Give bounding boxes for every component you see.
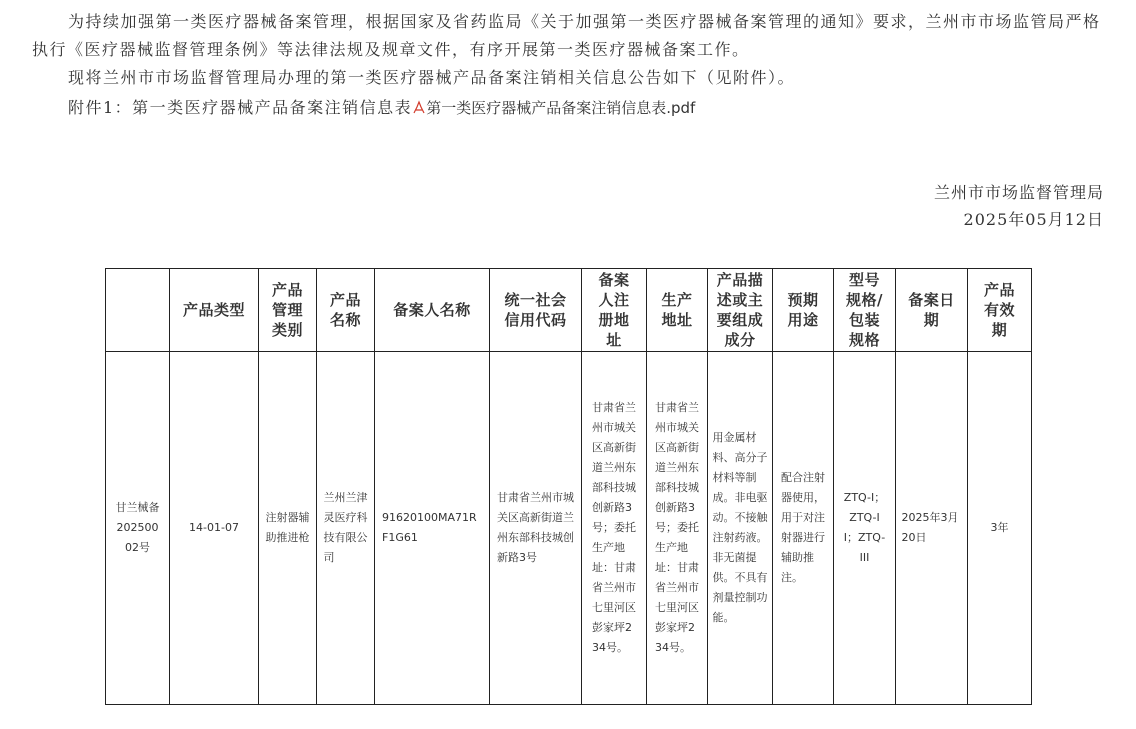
attachment-label: 附件1：第一类医疗器械产品备案注销信息表 [68,98,413,117]
production-address-cell: 甘肃省兰州市城关区高新街道兰州东部科技城创新路3号；委托生产地址：甘肃省兰州市七里河区彭家坪234号。 [647,352,708,705]
header-cell: 生产地址 [647,269,708,352]
header-cell: 备案人注册地址 [582,269,647,352]
filing-date-cell: 2025年3月20日 [896,352,968,705]
header-cell: 预期用途 [773,269,834,352]
header-cell: 产品名称 [317,269,375,352]
notice-paragraph-2: 现将兰州市市场监督管理局办理的第一类医疗器械产品备案注销相关信息公告如下（见附件）。 [68,68,796,87]
header-cell: 产品类型 [170,269,259,352]
header-cell: 备案日期 [896,269,968,352]
filing-number-cell: 甘兰械备20250002号 [106,352,170,705]
issue-date: 2025年05月12日 [963,210,1104,229]
registrant-name-cell: 91620100MA71RF1G61 [375,352,490,705]
header-cell: 产品描述或主要组成成分 [708,269,773,352]
issuer-name: 兰州市市场监督管理局 [933,183,1104,202]
validity-cell: 3年 [968,352,1032,705]
notice-paragraph-1: 为持续加强第一类医疗器械备案管理，根据国家及省药监局《关于加强第一类医疗器械备案管理的通知》要求，兰州市市场监管局严格执行《医疗器械监督管理条例》等法律法规及规章文件，有序开展第一类医疗器械备案工作。 [32,12,1101,59]
product-name-cell: 兰州兰津灵医疗科技有限公司 [317,352,375,705]
table-row [106,352,1032,705]
attachment-pdf-link[interactable]: 第一类医疗器械产品备案注销信息表.pdf [426,99,696,117]
header-cell: 统一社会信用代码 [490,269,582,352]
header-cell: 型号规格/包装规格 [834,269,896,352]
header-cell: 产品有效期 [968,269,1032,352]
attachment-line [32,94,1112,122]
product-type-cell: 14-01-07 [170,352,259,705]
product-category-cell: 注射器辅助推进枪 [259,352,317,705]
intended-use-cell: 配合注射器使用，用于对注射器进行辅助推注。 [773,352,834,705]
header-cell: 备案人名称 [375,269,490,352]
header-cell [106,269,170,352]
deregistration-table [105,268,1032,705]
credit-code-cell: 甘肃省兰州市城关区高新街道兰州东部科技城创新路3号 [490,352,582,705]
header-cell: 产品管理类别 [259,269,317,352]
product-description-cell: 用金属材料、高分子材料等制成。非电驱动。不接触注射药液。非无菌提供。不具有剂量控制功能。 [708,352,773,705]
model-spec-cell: ZTQ-I；ZTQ-II；ZTQ-III [834,352,896,705]
registered-address-cell: 甘肃省兰州市城关区高新街道兰州东部科技城创新路3号；委托生产地址：甘肃省兰州市七里河区彭家坪234号。 [582,352,647,705]
pdf-file-icon [413,100,425,114]
table-header-row [106,269,1032,352]
